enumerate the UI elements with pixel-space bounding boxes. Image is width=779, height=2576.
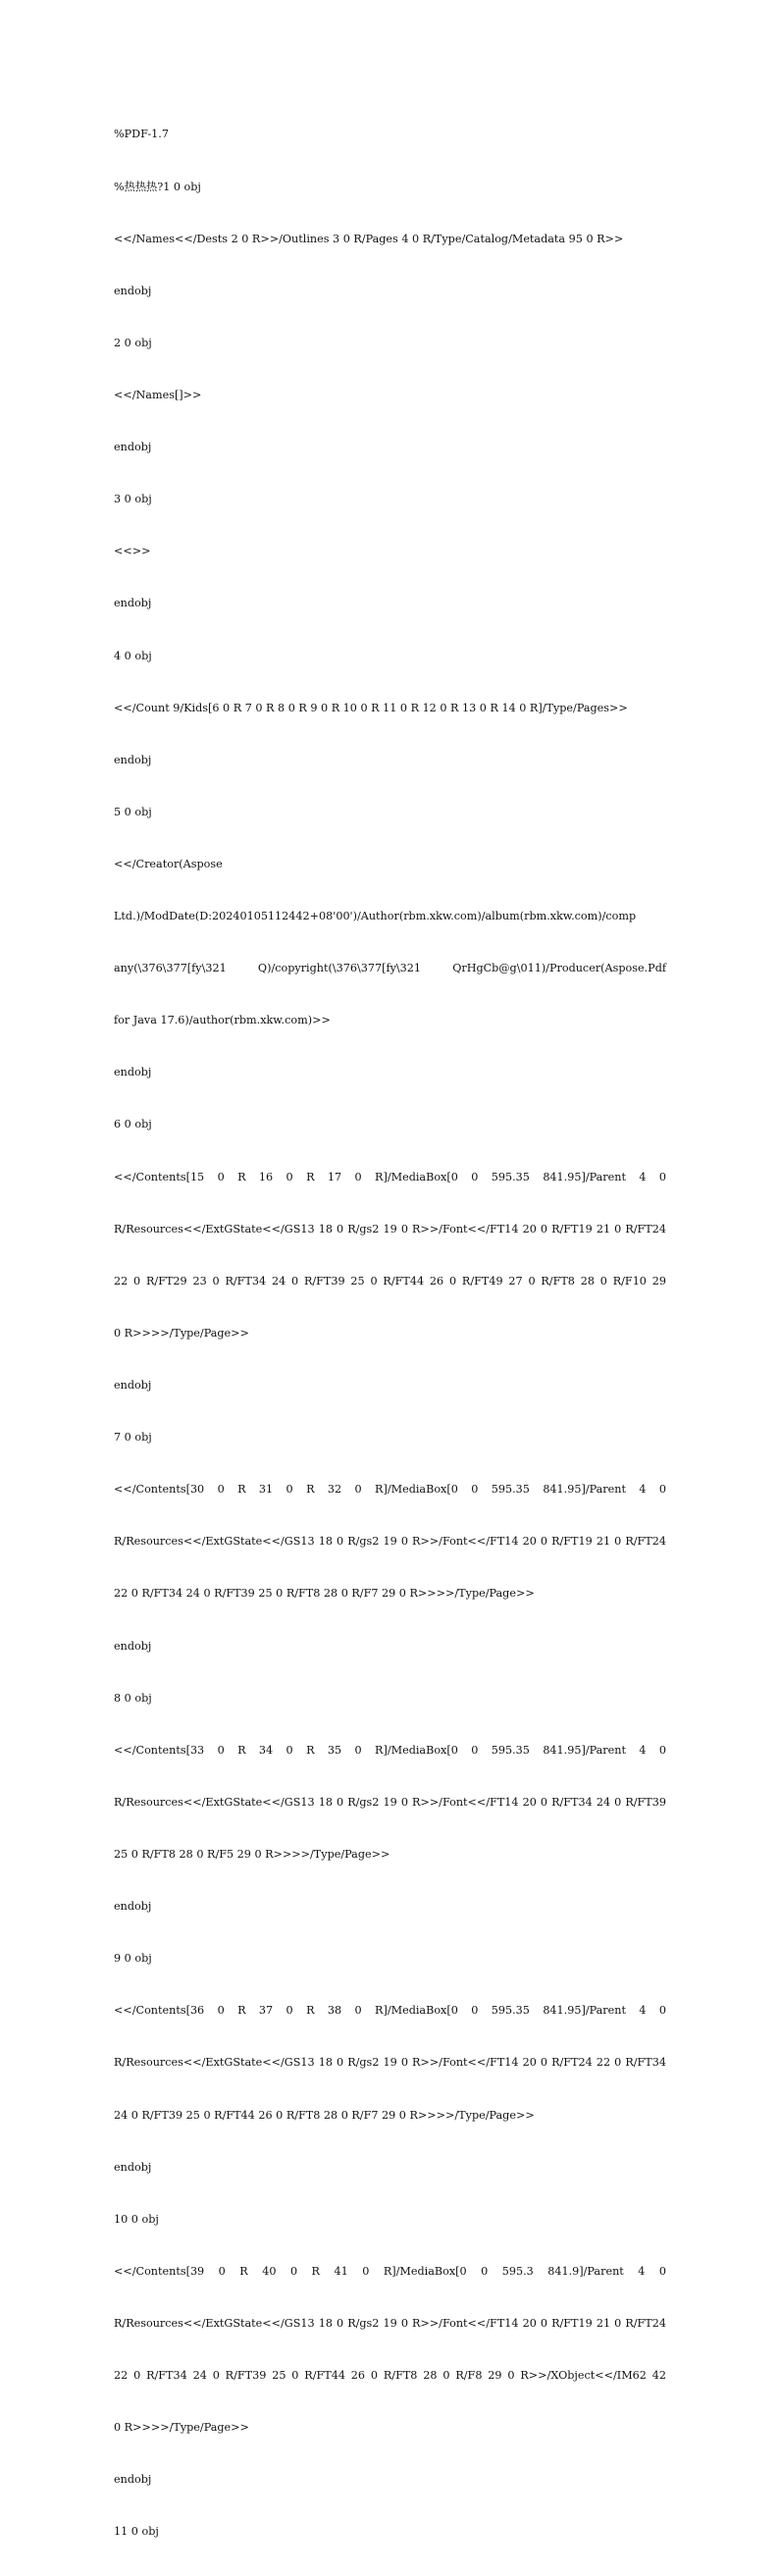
text-line: endobj <box>114 1066 152 1079</box>
text-line: 9 0 obj <box>114 1952 152 1966</box>
text-line: 10 0 obj <box>114 2212 159 2226</box>
text-line: R/Resources<</ExtGState<</GS13 18 0 R/gs2 19 0 R>>/Font<</FT14 20 0 R/FT19 21 0 R/FT24 <box>114 2317 666 2330</box>
text-line: <</Count 9/Kids[6 0 R 7 0 R 8 0 R 9 0 R 10 0 R 11 0 R 12 0 R 13 0 R 14 0 R]/Type/Pages>> <box>114 701 628 714</box>
text-line: 2 0 obj <box>114 336 152 349</box>
text-line: endobj <box>114 284 152 297</box>
text-line: <</Contents[33 0 R 34 0 R 35 0 R]/MediaBox[0 0 595.35 841.95]/Parent 4 0 <box>114 1743 666 1757</box>
text-line: 4 0 obj <box>114 649 152 662</box>
text-line: <</Names<</Dests 2 0 R>>/Outlines 3 0 R/Pages 4 0 R/Type/Catalog/Metadata 95 0 R>> <box>114 232 624 245</box>
text-line: endobj <box>114 441 152 454</box>
text-line: 0 R>>>>/Type/Page>> <box>114 2421 249 2435</box>
text-line: %热热热?1 0 obj <box>114 180 201 193</box>
text-line: 6 0 obj <box>114 1118 152 1131</box>
text-line: endobj <box>114 1379 152 1393</box>
text-line: 3 0 obj <box>114 493 152 506</box>
text-line: <</Creator(Aspose <box>114 857 223 870</box>
text-line: R/Resources<</ExtGState<</GS13 18 0 R/gs2 19 0 R>>/Font<</FT14 20 0 R/FT19 21 0 R/FT24 <box>114 1535 666 1549</box>
text-line: 8 0 obj <box>114 1691 152 1705</box>
text-line: 5 0 obj <box>114 805 152 818</box>
text-line: 7 0 obj <box>114 1431 152 1445</box>
text-line: %PDF-1.7 <box>114 128 169 141</box>
text-line: <</Contents[39 0 R 40 0 R 41 0 R]/MediaBox[0 0 595.3 841.9]/Parent 4 0 <box>114 2264 666 2278</box>
text-line: endobj <box>114 1900 152 1914</box>
text-line: R/Resources<</ExtGState<</GS13 18 0 R/gs2 19 0 R>>/Font<</FT14 20 0 R/FT19 21 0 R/FT24 <box>114 1222 666 1235</box>
text-line: 11 0 obj <box>114 2525 159 2539</box>
text-line: <</Contents[15 0 R 16 0 R 17 0 R]/MediaBox[0 0 595.35 841.95]/Parent 4 0 <box>114 1170 666 1183</box>
text-line: Ltd.)/ModDate(D:20240105112442+08'00')/Author(rbm.xkw.com)/album(rbm.xkw.com)/comp <box>114 910 637 923</box>
text-line: <</Contents[36 0 R 37 0 R 38 0 R]/MediaBox[0 0 595.35 841.95]/Parent 4 0 <box>114 2004 666 2018</box>
text-line: R/Resources<</ExtGState<</GS13 18 0 R/gs2 19 0 R>>/Font<</FT14 20 0 R/FT34 24 0 R/FT39 <box>114 1795 666 1809</box>
text-line: endobj <box>114 2160 152 2174</box>
text-line: <<>> <box>114 545 151 558</box>
text-line: <</Contents[30 0 R 31 0 R 32 0 R]/MediaBox[0 0 595.35 841.95]/Parent 4 0 <box>114 1483 666 1497</box>
text-line: <</Names[]>> <box>114 388 202 401</box>
text-line: 0 R>>>>/Type/Page>> <box>114 1326 249 1340</box>
text-line: 22 0 R/FT34 24 0 R/FT39 25 0 R/FT8 28 0 R/F7 29 0 R>>>>/Type/Page>> <box>114 1587 535 1601</box>
text-line: 25 0 R/FT8 28 0 R/F5 29 0 R>>>>/Type/Page>> <box>114 1848 390 1862</box>
text-line: R/Resources<</ExtGState<</GS13 18 0 R/gs2 19 0 R>>/Font<</FT14 20 0 R/FT24 22 0 R/FT34 <box>114 2056 666 2070</box>
pdf-source-text <box>114 91 666 2576</box>
text-line: 24 0 R/FT39 25 0 R/FT44 26 0 R/FT8 28 0 R/F7 29 0 R>>>>/Type/Page>> <box>114 2108 535 2122</box>
text-line: endobj <box>114 753 152 766</box>
text-line: any(\376\377[fy\321 Q)/copyright(\376\377[fy\321 QrHgCb@g\011)/Producer(Aspose.Pdf <box>114 962 666 975</box>
text-line: endobj <box>114 2473 152 2487</box>
text-line: for Java 17.6)/author(rbm.xkw.com)>> <box>114 1014 331 1027</box>
text-line: 22 0 R/FT29 23 0 R/FT34 24 0 R/FT39 25 0 R/FT44 26 0 R/FT49 27 0 R/FT8 28 0 R/F10 29 <box>114 1274 666 1288</box>
text-line: endobj <box>114 597 152 610</box>
text-line: 22 0 R/FT34 24 0 R/FT39 25 0 R/FT44 26 0 R/FT8 28 0 R/F8 29 0 R>>/XObject<</IM62 42 <box>114 2369 666 2383</box>
text-line: endobj <box>114 1639 152 1653</box>
